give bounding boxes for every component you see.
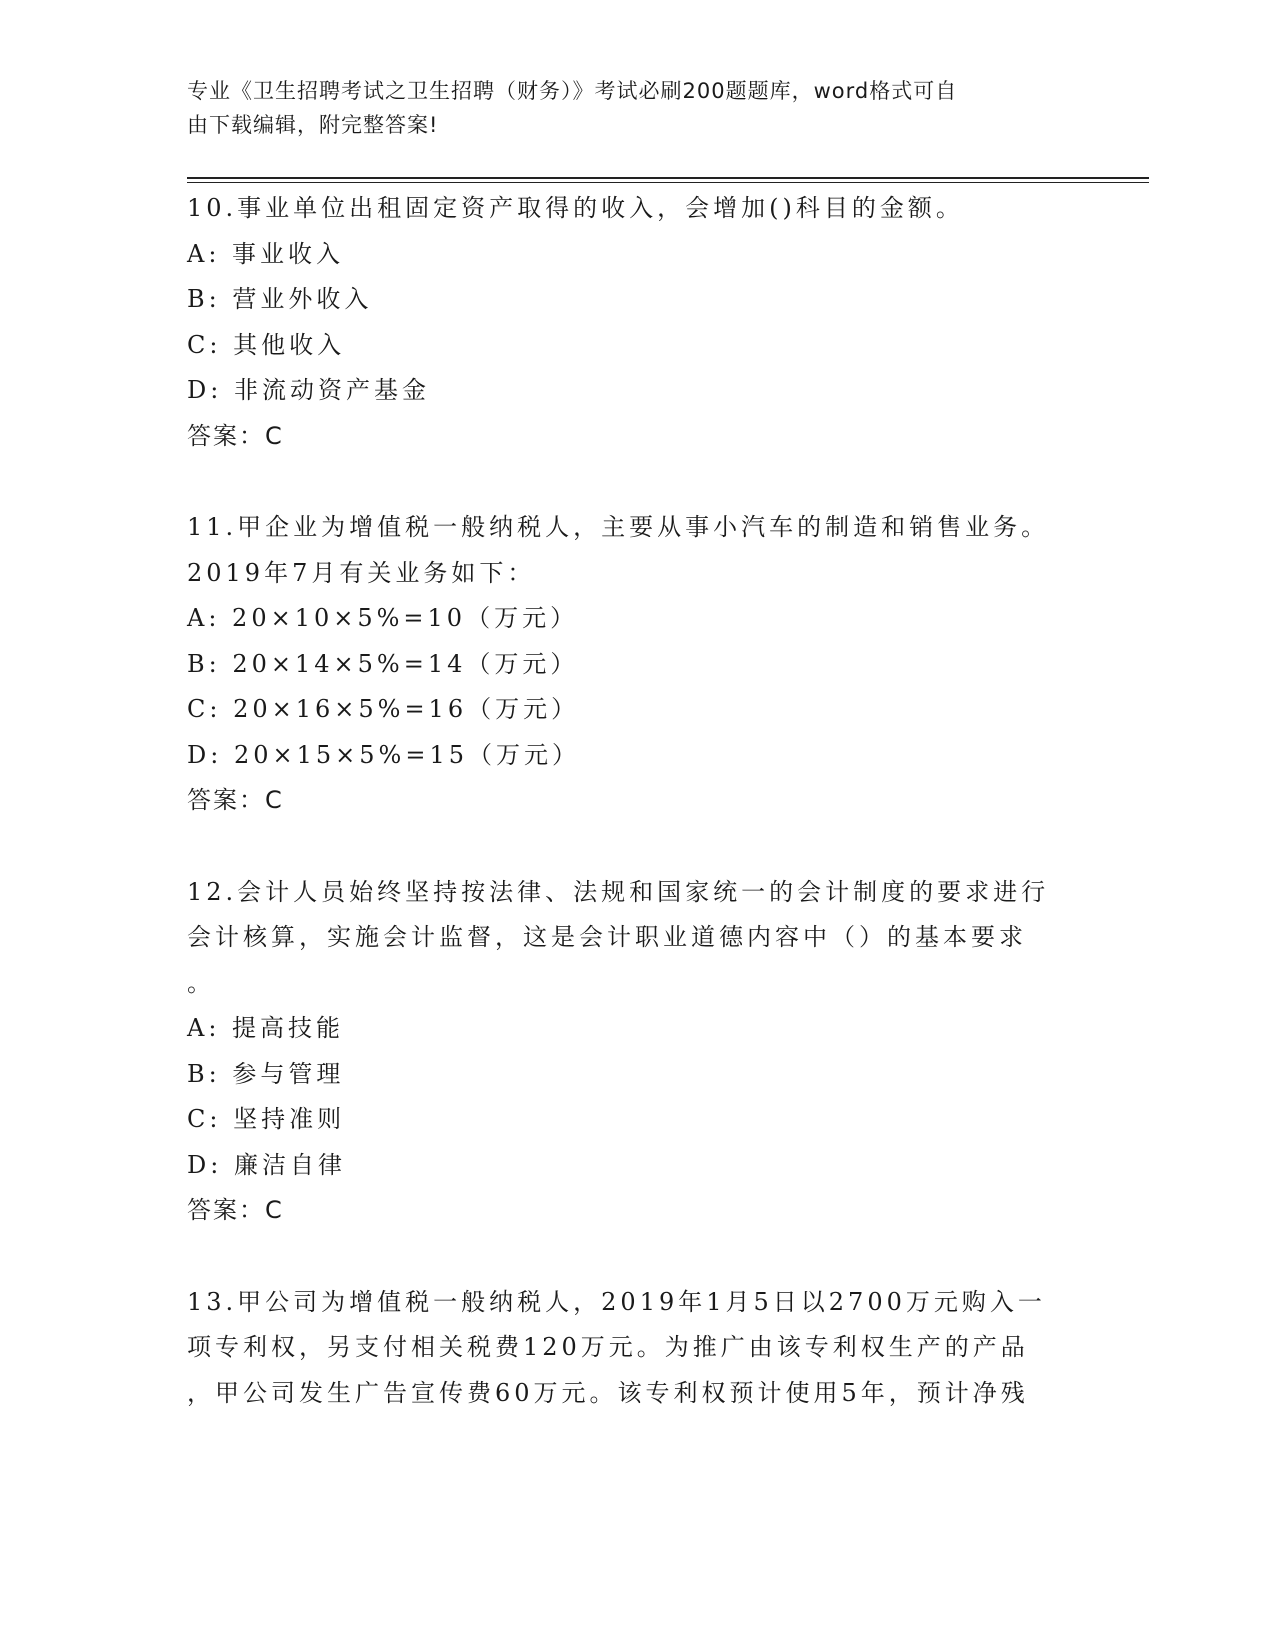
option-b: B: 营业外收入 <box>187 285 373 313</box>
option-b: B: 20×14×5%=14（万元） <box>187 649 579 678</box>
question-12 <box>187 870 1087 1234</box>
option-b: B: 参与管理 <box>187 1059 345 1088</box>
option-a: A: 提高技能 <box>187 1014 345 1042</box>
header-divider-thin <box>187 182 1149 183</box>
question-stem-line: 11.甲企业为增值税一般纳税人，主要从事小汽车的制造和销售业务。 <box>187 513 1050 541</box>
option-a: A: 20×10×5%=10（万元） <box>187 604 579 632</box>
question-stem-line: 。 <box>187 968 215 997</box>
question-stem-line: 13.甲公司为增值税一般纳税人，2019年1月5日以2700万元购入一 <box>187 1287 1046 1316</box>
question-stem-line: 项专利权，另支付相关税费120万元。为推广由该专利权生产的产品 <box>187 1333 1029 1361</box>
answer-line: 答案：C <box>187 1196 284 1224</box>
header-line-1: 专业《卫生招聘考试之卫生招聘（财务）》考试必刷200题题库，word格式可自 <box>187 79 958 103</box>
question-stem-line: 10.事业单位出租固定资产取得的收入，会增加()科目的金额。 <box>187 194 964 222</box>
question-stem-line: 12.会计人员始终坚持按法律、法规和国家统一的会计制度的要求进行 <box>187 877 1050 906</box>
option-c: C: 20×16×5%=16（万元） <box>187 695 580 723</box>
answer-line: 答案：C <box>187 786 284 814</box>
question-11 <box>187 505 1087 824</box>
option-c: C: 坚持准则 <box>187 1105 346 1133</box>
option-d: D: 廉洁自律 <box>187 1150 346 1179</box>
question-list <box>187 186 1087 1462</box>
header-line-2: 由下载编辑，附完整答案! <box>187 113 439 137</box>
document-header <box>187 74 1067 142</box>
question-stem-line: 会计核算，实施会计监督，这是会计职业道德内容中（）的基本要求 <box>187 923 1027 951</box>
option-d: D: 非流动资产基金 <box>187 376 430 404</box>
option-d: D: 20×15×5%=15（万元） <box>187 740 580 769</box>
answer-line: 答案：C <box>187 421 284 450</box>
question-10 <box>187 186 1087 459</box>
question-stem-line: ，甲公司发生广告宣传费60万元。该专利权预计使用5年，预计净残 <box>187 1378 1029 1407</box>
question-13 <box>187 1280 1087 1417</box>
question-stem-line: 2019年7月有关业务如下： <box>187 558 536 587</box>
header-divider-thick <box>187 177 1149 179</box>
option-a: A: 事业收入 <box>187 239 345 268</box>
option-c: C: 其他收入 <box>187 330 346 359</box>
